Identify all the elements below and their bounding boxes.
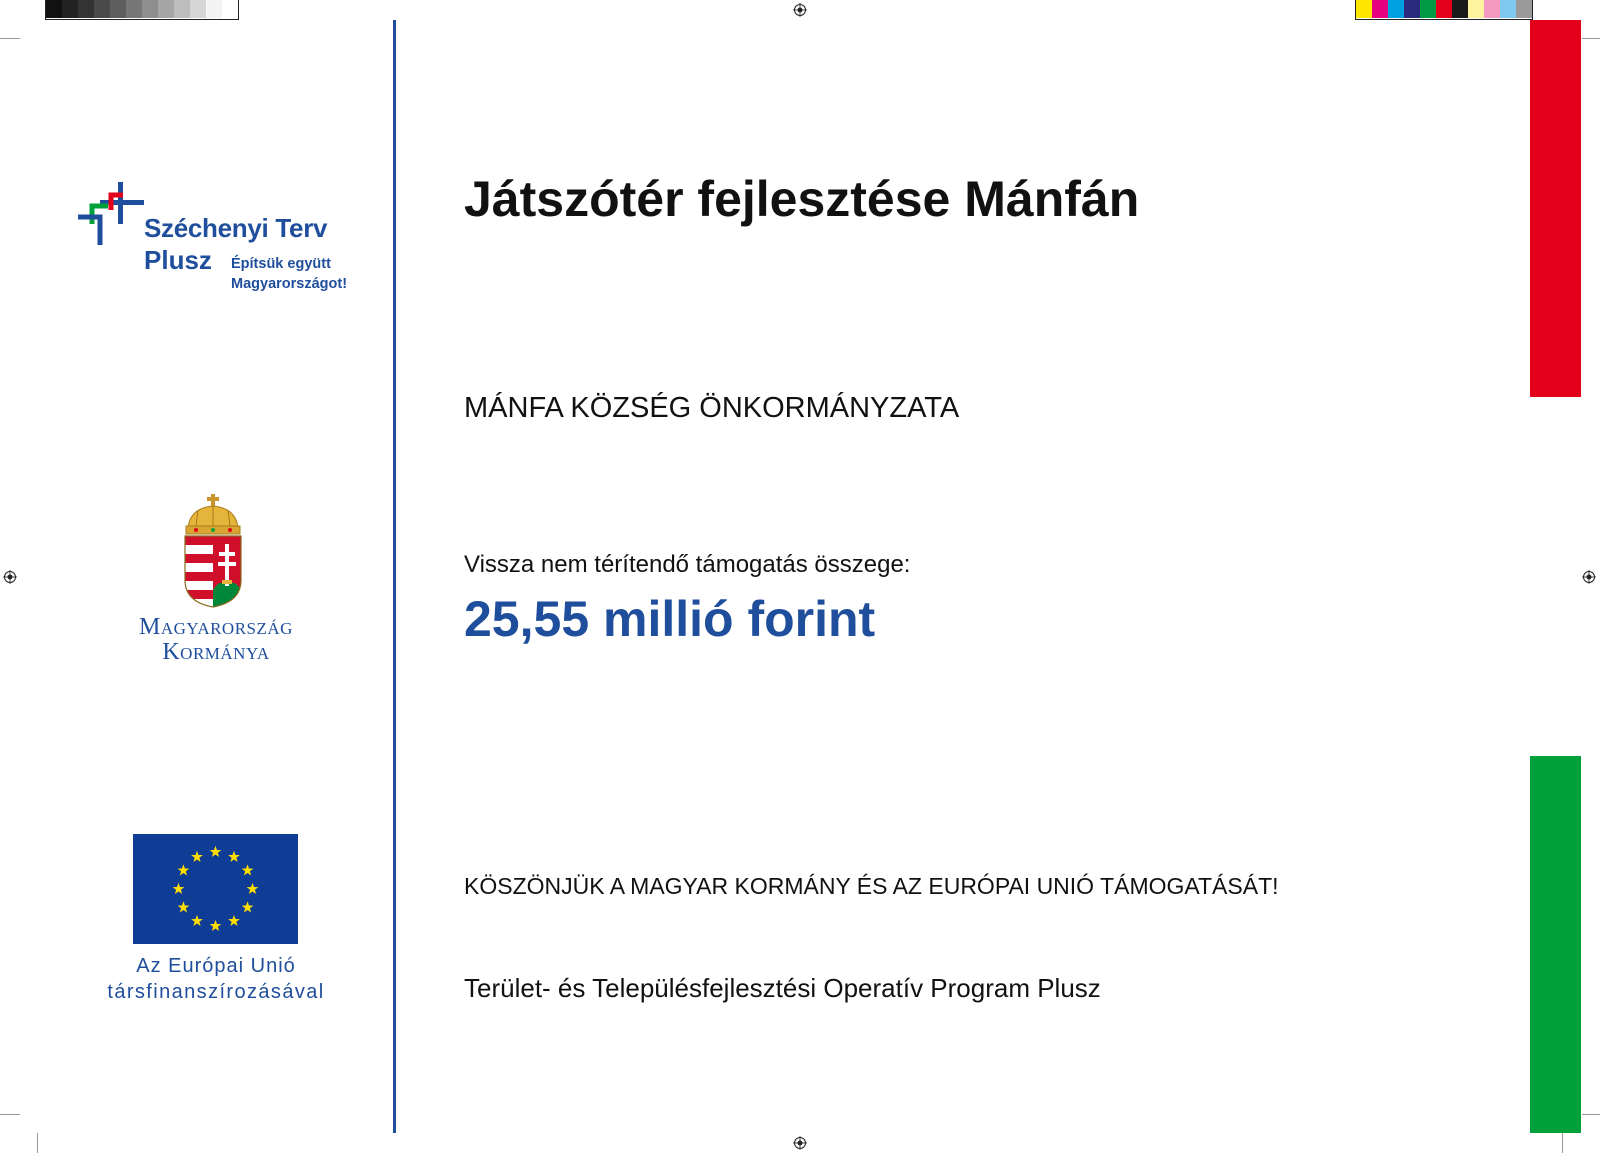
szechenyi-cross-icon (78, 182, 148, 250)
flag-stripe-red (1530, 20, 1581, 397)
registration-mark-icon (1582, 570, 1596, 584)
coat-of-arms-icon (182, 494, 244, 608)
registration-mark-icon (793, 1136, 807, 1150)
project-title: Játszótér fejlesztése Mánfán (464, 171, 1140, 227)
vertical-divider (393, 20, 396, 1133)
grant-amount: 25,55 millió forint (464, 591, 876, 647)
szechenyi-logo-subtitle: Plusz (144, 245, 212, 275)
program-name: Terület- és Településfejlesztési Operatív Program Plusz (464, 973, 1101, 1003)
government-logo-line-2: Kormánya (162, 639, 270, 665)
crop-mark (0, 38, 20, 39)
registration-mark-icon (793, 3, 807, 17)
crop-mark (0, 1114, 20, 1115)
crop-mark (37, 1133, 38, 1153)
grayscale-calibration-bar (45, 0, 239, 20)
szechenyi-tagline-1: Építsük együtt (231, 256, 331, 272)
color-calibration-bar (1355, 0, 1533, 20)
registration-mark-icon (3, 570, 17, 584)
eu-flag-icon (133, 834, 298, 944)
government-logo-line-1: Magyarország (139, 614, 293, 640)
szechenyi-logo-title: Széchenyi Terv (144, 213, 328, 243)
crop-mark (1582, 1114, 1600, 1115)
thanks-message: KÖSZÖNJÜK A MAGYAR KORMÁNY ÉS AZ EURÓPAI UNIÓ TÁMOGATÁSÁT! (464, 873, 1279, 899)
szechenyi-tagline-2: Magyarországot! (231, 276, 348, 292)
flag-stripe-green (1530, 756, 1581, 1133)
crop-mark (1562, 1133, 1563, 1153)
crop-mark (1582, 38, 1600, 39)
eu-logo-line-2: társfinanszírozásával (107, 981, 325, 1003)
eu-logo-line-1: Az Európai Unió (136, 955, 296, 977)
beneficiary-name: MÁNFA KÖZSÉG ÖNKORMÁNYZATA (464, 392, 960, 424)
grant-label: Vissza nem térítendő támogatás összege: (464, 551, 911, 578)
